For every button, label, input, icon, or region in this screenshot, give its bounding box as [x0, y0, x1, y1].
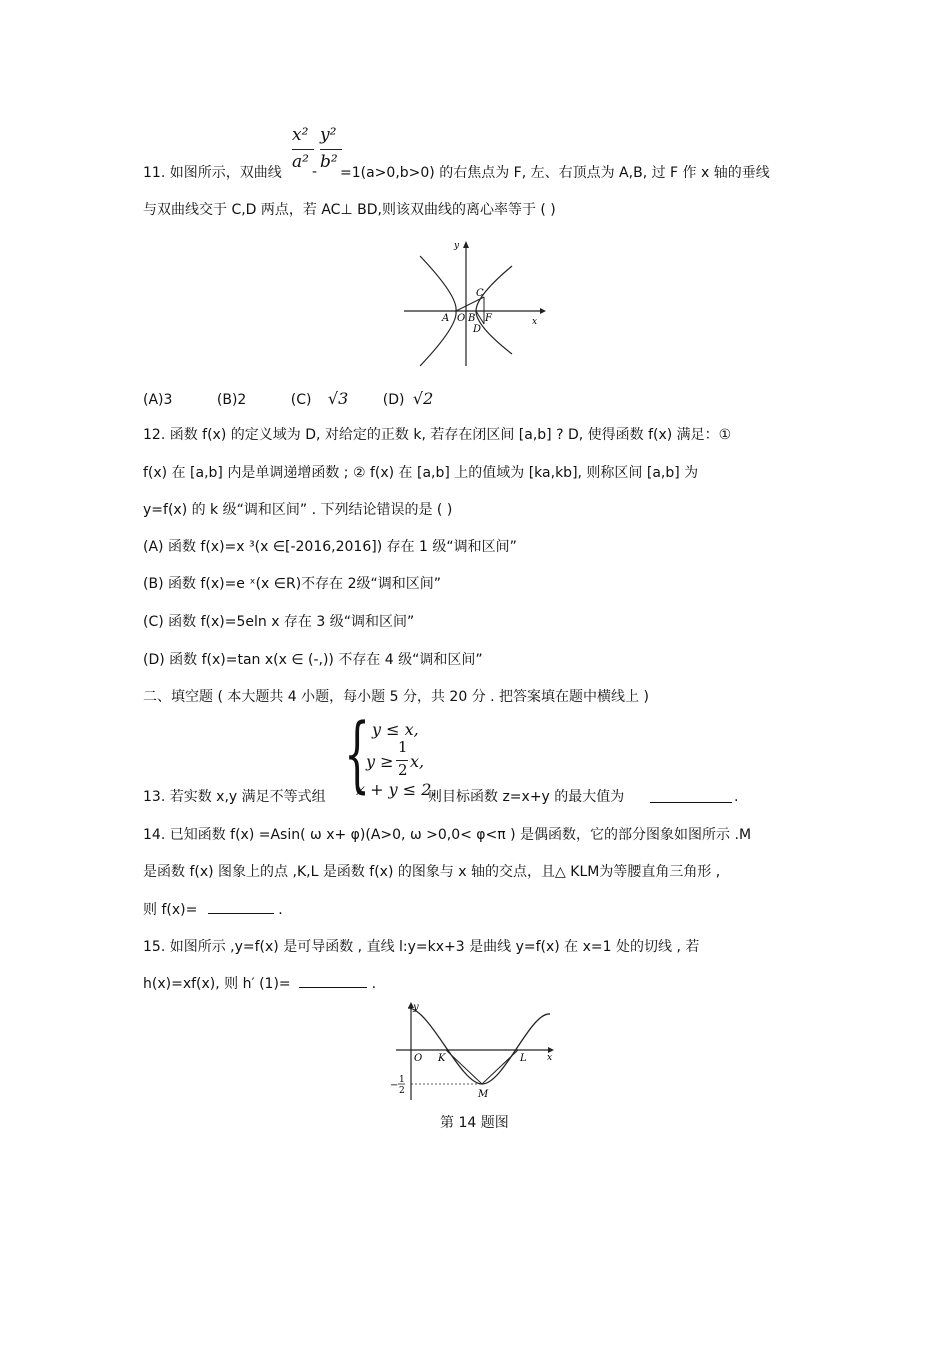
q14-period: .	[278, 902, 283, 918]
q12-option-a: (A) 函数 f(x)=x ³(x ∈[-2016,2016]) 存在 1 级“调和区间”	[143, 539, 517, 555]
q11-fraction-y: y²	[320, 125, 337, 145]
q11-label-c: C	[476, 288, 484, 299]
fig14-label-minus: −	[390, 1080, 399, 1091]
q11-label-a: A	[442, 313, 450, 324]
fig14-label-m: M	[478, 1089, 489, 1100]
fig14-label-o: O	[414, 1053, 423, 1064]
q11-options	[143, 390, 433, 409]
q11-label-f: F	[485, 313, 492, 324]
q14-answer-blank[interactable]	[208, 901, 274, 914]
q14-line3	[143, 901, 283, 919]
q13-answer-blank[interactable]	[650, 790, 732, 803]
q11-minus: -	[312, 164, 318, 180]
q11-line-ac	[456, 297, 484, 311]
q12-option-c: (C) 函数 f(x)=5eln x 存在 3 级“调和区间”	[143, 614, 415, 630]
fig14-caption: 第 14 题图	[440, 1115, 509, 1131]
q11-line2: 与双曲线交于 C,D 两点，若 AC⊥ BD,则该双曲线的离心率等于 ( )	[143, 202, 556, 218]
fig14-label-den: 2	[399, 1086, 405, 1096]
q13-period: .	[734, 789, 739, 805]
q11-label-d: D	[473, 324, 482, 335]
q14-line1: 14. 已知函数 f(x) =Asin( ω x+ φ)(A>0, ω >0,0< φ<π ) 是偶函数，它的部分图象如图所示 .M	[143, 827, 752, 843]
q11-fraction-bar-2	[320, 149, 342, 150]
fig14-label-l: L	[520, 1053, 527, 1064]
q11-y-arrow	[463, 241, 469, 248]
q11-fraction-a: a²	[292, 152, 309, 172]
q11-label-y: y	[454, 241, 460, 251]
q11-option-d-value: √2	[412, 389, 434, 408]
q11-fraction-b: b²	[320, 152, 338, 172]
q13-constraint-2-den: 2	[398, 761, 408, 779]
q13-brace: {	[344, 707, 371, 802]
q13-constraint-2-num: 1	[398, 738, 408, 756]
q13-constraint-2b: x,	[410, 752, 425, 771]
section-fill-in-heading: 二、填空题 ( 本大题共 4 小题，每小题 5 分，共 20 分 . 把答案填在题中横线上 )	[143, 689, 649, 705]
q11-x-arrow	[540, 308, 546, 314]
q15-period: .	[371, 976, 377, 992]
q14-line2: 是函数 f(x) 图象上的点 ,K,L 是函数 f(x) 的图象与 x 轴的交点，且△ KLM为等腰直角三角形 ,	[143, 864, 721, 880]
q11-option-a: (A)3	[143, 392, 173, 408]
q11-line1-b: =1(a>0,b>0) 的右焦点为 F, 左、右顶点为 A,B, 过 F 作 x 轴的垂线	[340, 165, 770, 181]
q13-text-a: 13. 若实数 x,y 满足不等式组	[143, 789, 326, 805]
q11-option-c-value: √3	[327, 389, 349, 408]
fig14-curve	[408, 1008, 553, 1084]
q11-option-c: (C)	[290, 392, 312, 408]
q12-option-d: (D) 函数 f(x)=tan x(x ∈ (-,)) 不存在 4 级“调和区间”	[143, 652, 483, 668]
q12-option-b: (B) 函数 f(x)=e ˣ(x ∈R)不存在 2级“调和区间”	[143, 576, 442, 592]
q11-option-b: (B)2	[216, 392, 247, 408]
q15-line2	[143, 975, 376, 993]
fig14-label-num: 1	[399, 1075, 405, 1085]
q12-line3: y=f(x) 的 k 级“调和区间” . 下列结论错误的是 ( )	[143, 502, 453, 518]
q11-hyperbola-figure	[400, 236, 550, 372]
q13-constraint-2a: y ≥	[366, 752, 394, 771]
q13-constraint-1: y ≤ x,	[372, 720, 419, 739]
q11-label-b: B	[468, 313, 476, 324]
q15-line2-text: h(x)=xf(x), 则 h′ (1)=	[143, 976, 291, 992]
q12-line2: f(x) 在 [a,b] 内是单调递增函数 ; ② f(x) 在 [a,b] 上的值域为 [ka,kb], 则称区间 [a,b] 为	[143, 465, 699, 481]
q12-line1: 12. 函数 f(x) 的定义域为 D, 对给定的正数 k, 若存在闭区间 [a,b] ? D, 使得函数 f(x) 满足：①	[143, 427, 732, 443]
q11-label-x: x	[532, 317, 538, 327]
q11-label-o: O	[457, 313, 466, 324]
q11-option-d: (D)	[382, 392, 405, 408]
q13-constraint-3: x + y ≤ 2,	[356, 780, 437, 799]
q15-answer-blank[interactable]	[299, 975, 367, 988]
q11-line1-a: 11. 如图所示，双曲线	[143, 165, 282, 181]
q14-line3-text: 则 f(x)=	[143, 902, 198, 918]
q15-line1: 15. 如图所示 ,y=f(x) 是可导函数 , 直线 l:y=kx+3 是曲线 y=f(x) 在 x=1 处的切线 , 若	[143, 939, 700, 955]
q14-cosine-figure	[380, 998, 570, 1102]
q11-fraction-bar-1	[292, 149, 314, 150]
fig14-label-x: x	[547, 1053, 553, 1063]
fig14-label-y: y	[413, 1002, 419, 1013]
q11-fraction-x: x²	[292, 125, 309, 145]
fig14-label-k: K	[438, 1053, 446, 1064]
q13-text-b: 则目标函数 z=x+y 的最大值为	[428, 789, 625, 805]
q11-right-branch	[476, 266, 512, 354]
fig14-line-lm	[482, 1050, 518, 1084]
fig14-line-km	[446, 1050, 482, 1084]
